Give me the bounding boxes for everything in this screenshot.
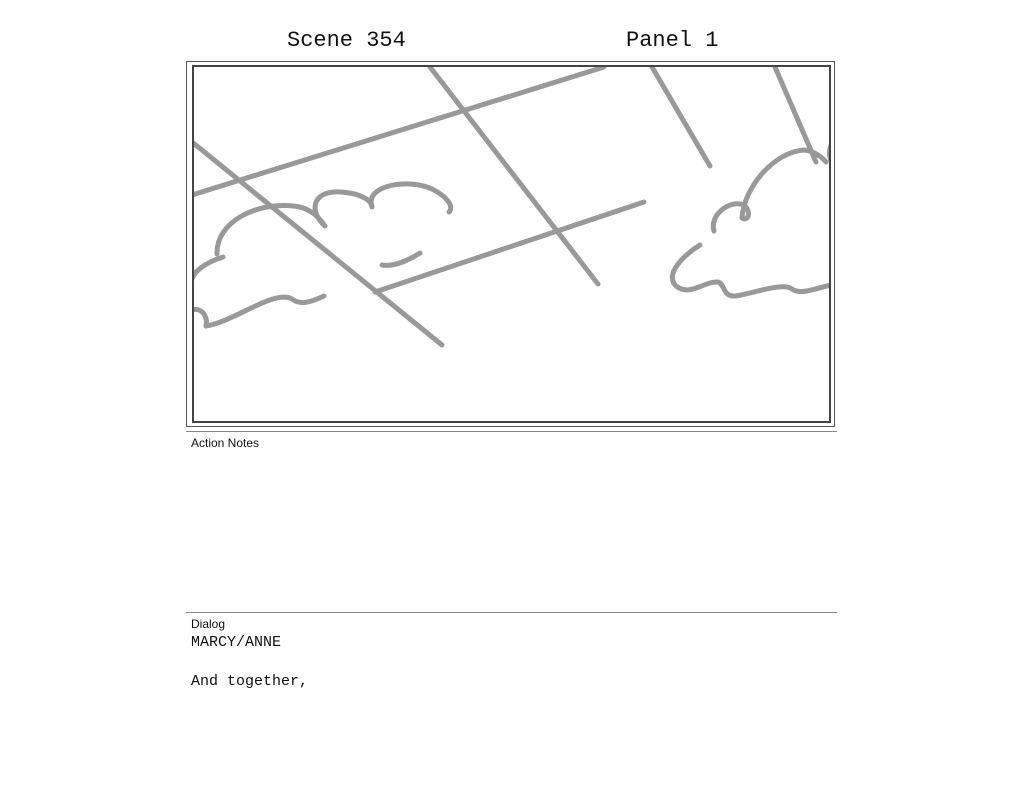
cloud-left bbox=[217, 184, 451, 254]
sketch-line bbox=[430, 67, 598, 284]
storyboard-sketch bbox=[194, 67, 829, 421]
action-notes-divider bbox=[186, 431, 837, 432]
dialog-divider bbox=[186, 612, 837, 613]
sketch-line bbox=[652, 67, 710, 166]
sketch-line bbox=[775, 67, 816, 162]
cloud-left-base bbox=[194, 257, 223, 279]
dialog-text: And together, bbox=[191, 673, 309, 690]
dialog-label: Dialog bbox=[191, 617, 226, 631]
cloud-left-tail bbox=[194, 296, 324, 326]
scene-number: Scene 354 bbox=[287, 28, 406, 53]
sketch-line bbox=[194, 142, 442, 345]
cloud-left-swish bbox=[382, 253, 420, 265]
sketch-line bbox=[194, 67, 604, 195]
action-notes-label: Action Notes bbox=[191, 436, 260, 450]
panel-frame bbox=[192, 65, 831, 423]
cloud-right bbox=[713, 150, 826, 231]
cloud-right-tail bbox=[672, 245, 829, 296]
dialog-speaker: MARCY/ANNE bbox=[191, 634, 282, 651]
panel-number: Panel 1 bbox=[626, 28, 719, 53]
sketch-line bbox=[375, 202, 644, 292]
